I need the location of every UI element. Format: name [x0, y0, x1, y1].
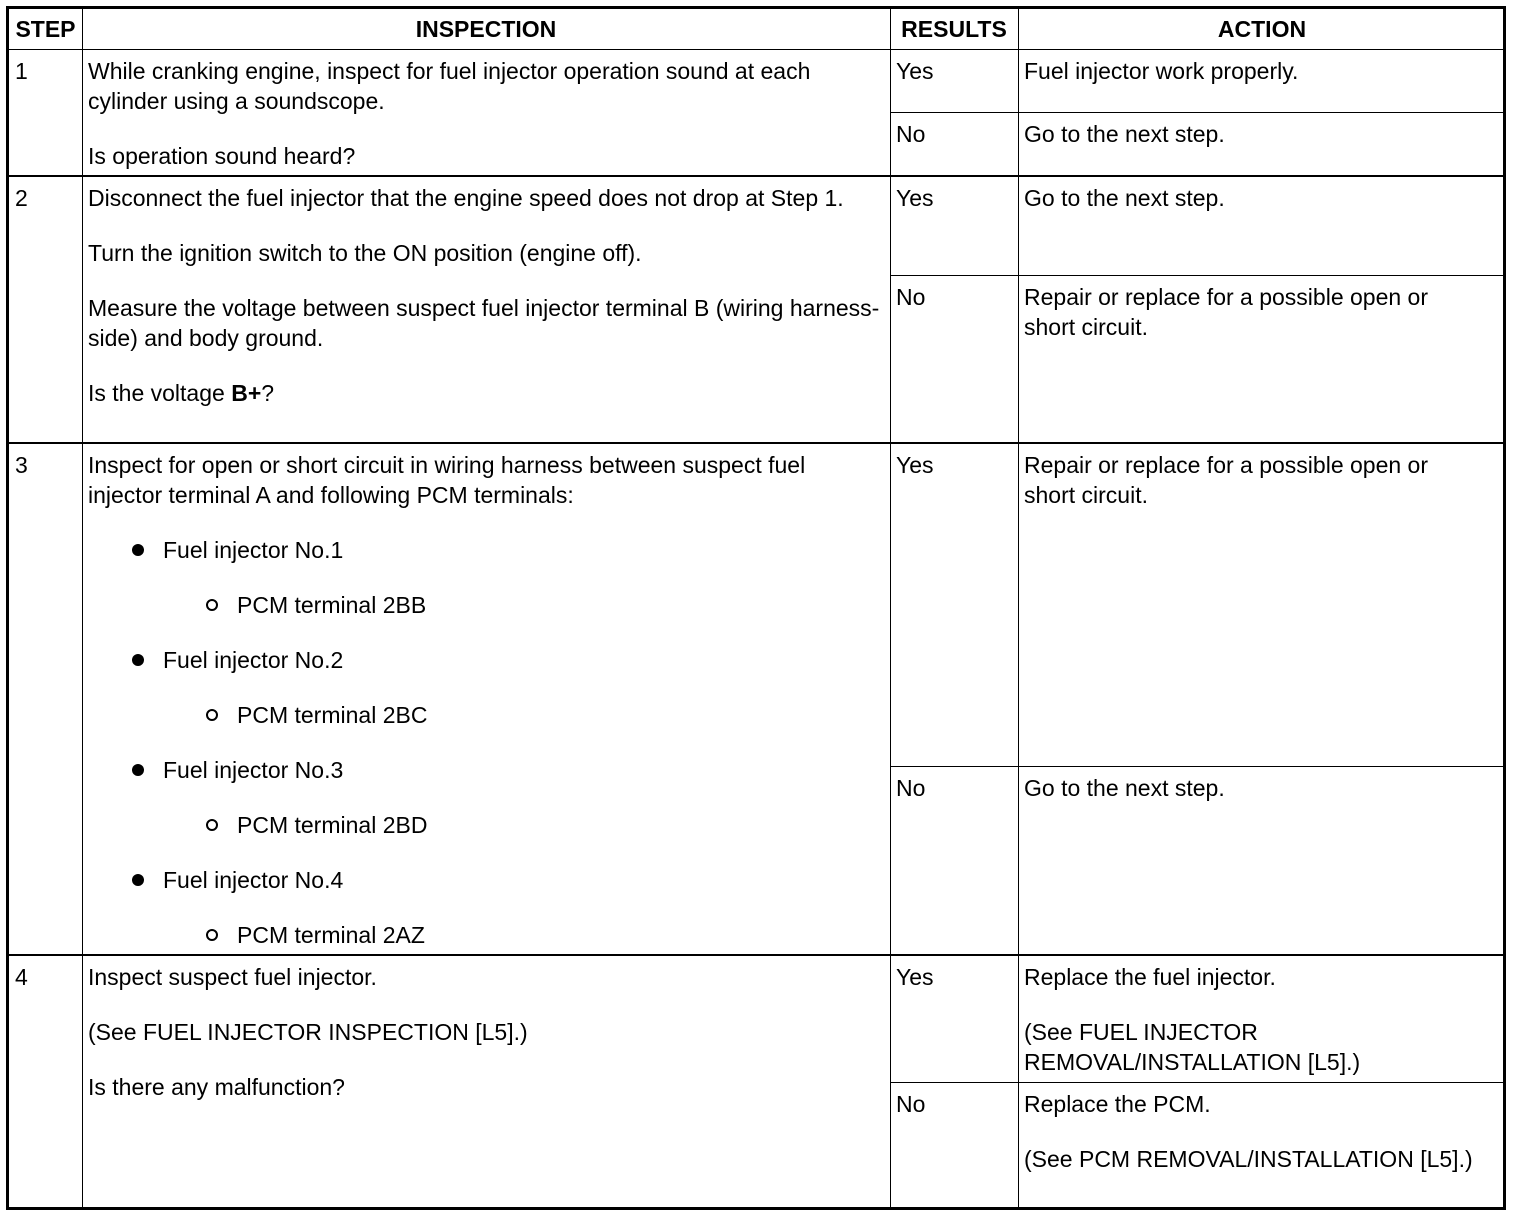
bullet-item: Fuel injector No.3 — [88, 755, 884, 785]
sub-bullet-item: PCM terminal 2BB — [88, 590, 884, 620]
action-yes — [1018, 444, 1488, 510]
inspection-cell — [82, 444, 890, 950]
inspection-text: Measure the voltage between suspect fuel injector terminal B (wiring harness-side) and body ground. — [88, 295, 880, 351]
voltage-value: B+ — [231, 380, 262, 406]
step-number: 1 — [15, 58, 28, 84]
result-no: No — [896, 121, 926, 147]
result-yes: Yes — [896, 452, 934, 478]
action-yes — [1018, 50, 1506, 86]
inspection-question: Is there any malfunction? — [88, 1074, 345, 1100]
action-text: Replace the fuel injector. — [1024, 964, 1276, 990]
result-no: No — [896, 284, 926, 310]
inspection-text: Turn the ignition switch to the ON position (engine off). — [88, 240, 642, 266]
action-no — [1018, 767, 1506, 803]
inspection-question: Is operation sound heard? — [88, 143, 356, 169]
action-text: Go to the next step. — [1024, 775, 1225, 801]
header-results: RESULTS — [901, 16, 1007, 42]
result-yes: Yes — [896, 185, 934, 211]
result-yes: Yes — [896, 964, 934, 990]
action-text: Replace the PCM. — [1024, 1091, 1211, 1117]
action-no — [1018, 113, 1506, 149]
sub-bullet-item: PCM terminal 2BD — [88, 810, 884, 840]
action-yes — [1018, 177, 1506, 213]
action-reference: (See PCM REMOVAL/INSTALLATION [L5].) — [1024, 1146, 1473, 1172]
inspection-text: While cranking engine, inspect for fuel injector operation sound at each cylinder using a soundscope. — [88, 58, 811, 114]
inspection-cell — [82, 50, 890, 171]
inspection-question — [88, 378, 884, 408]
sub-bullet-item: PCM terminal 2BC — [88, 700, 884, 730]
inspection-text: Inspect for open or short circuit in wiring harness between suspect fuel injector terminal A and following PCM terminals: — [88, 452, 806, 508]
header-step: STEP — [15, 16, 76, 42]
inspection-cell — [82, 956, 890, 1102]
troubleshooting-table — [6, 6, 1506, 1210]
bullet-item: Fuel injector No.1 — [88, 535, 884, 565]
result-no: No — [896, 775, 926, 801]
action-yes — [1018, 956, 1438, 1077]
inspection-text: Disconnect the fuel injector that the engine speed does not drop at Step 1. — [88, 185, 844, 211]
action-text: Repair or replace for a possible open or short circuit. — [1024, 284, 1429, 340]
step-number: 4 — [15, 964, 28, 990]
inspection-reference: (See FUEL INJECTOR INSPECTION [L5].) — [88, 1019, 528, 1045]
step-number: 2 — [15, 185, 28, 211]
action-reference: (See FUEL INJECTOR REMOVAL/INSTALLATION [L5].) — [1024, 1019, 1361, 1075]
action-no — [1018, 276, 1488, 342]
action-text: Repair or replace for a possible open or short circuit. — [1024, 452, 1429, 508]
action-no — [1018, 1083, 1488, 1174]
inspection-cell — [82, 177, 890, 408]
action-text: Go to the next step. — [1024, 185, 1225, 211]
question-mark: ? — [261, 380, 275, 406]
sub-bullet-item: PCM terminal 2AZ — [88, 920, 884, 950]
action-text: Go to the next step. — [1024, 121, 1225, 147]
inspection-text: Inspect suspect fuel injector. — [88, 964, 377, 990]
header-inspection: INSPECTION — [415, 16, 557, 42]
step-number: 3 — [15, 452, 28, 478]
question-text: Is the voltage — [88, 380, 232, 406]
header-action: ACTION — [1217, 16, 1307, 42]
action-text: Fuel injector work properly. — [1024, 58, 1299, 84]
result-no: No — [896, 1091, 926, 1117]
result-yes: Yes — [896, 58, 934, 84]
bullet-item: Fuel injector No.4 — [88, 865, 884, 895]
bullet-item: Fuel injector No.2 — [88, 645, 884, 675]
